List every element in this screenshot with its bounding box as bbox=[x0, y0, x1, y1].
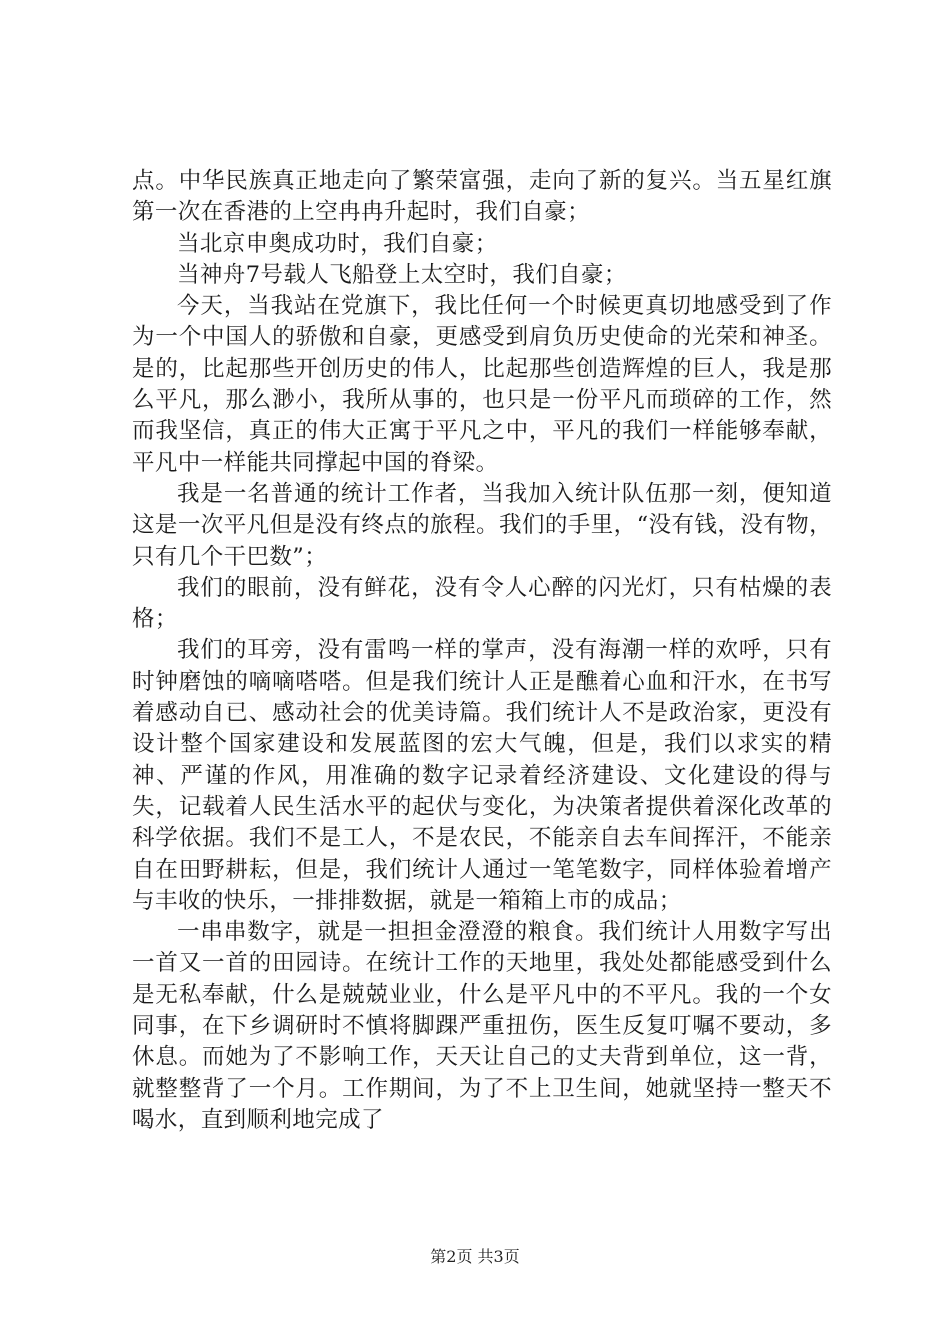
paragraph-6: 我们的眼前，没有鲜花，没有令人心醉的闪光灯，只有枯燥的表格； bbox=[132, 574, 832, 633]
paragraph-3: 当神舟7号载人飞船登上太空时，我们自豪； bbox=[177, 261, 627, 288]
paragraph-1: 点。中华民族真正地走向了繁荣富强，走向了新的复兴。当五星红旗第一次在香港的上空冉冉升起时，我们自豪； bbox=[132, 168, 832, 226]
document-page bbox=[132, 166, 832, 1136]
paragraph-4: 今天，当我站在党旗下，我比任何一个时候更真切地感受到了作为一个中国人的骄傲和自豪，更感受到肩负历史使命的光荣和神圣。是的，比起那些开创历史的伟人，比起那些创造辉煌的巨人，我是那么平凡，那么渺小，我所从事的，也只是一份平凡而琐碎的工作，然而我坚信，真正的伟大正寓于平凡之中，平凡的我们一样能够奉献，平凡中一样能共同撑起中国的脊梁。 bbox=[132, 293, 832, 476]
paragraph-7: 我们的耳旁，没有雷鸣一样的掌声，没有海潮一样的欢呼，只有时钟磨蚀的嘀嘀嗒嗒。但是我们统计人正是醮着心血和汗水，在书写着感动自已、感动社会的优美诗篇。我们统计人不是政治家，更没有设计整个国家建设和发展蓝图的宏大气魄，但是，我们以求实的精神、严谨的作风，用准确的数字记录着经济建设、文化建设的得与失，记载着人民生活水平的起伏与变化，为决策者提供着深化改革的科学依据。我们不是工人，不是农民，不能亲自去车间挥汗，不能亲自在田野耕耘，但是，我们统计人通过一笔笔数字，同样体验着增产与丰收的快乐，一排排数据，就是一箱箱上市的成品； bbox=[132, 637, 832, 914]
paragraph-5: 我是一名普通的统计工作者，当我加入统计队伍那一刻，便知道这是一次平凡但是没有终点的旅程。我们的手里，“没有钱，没有物，只有几个干巴数”； bbox=[132, 480, 832, 570]
paragraph-2: 当北京申奥成功时，我们自豪； bbox=[177, 230, 498, 257]
page-footer: 第2页 共3页 bbox=[430, 1247, 520, 1266]
paragraph-8: 一串串数字，就是一担担金澄澄的粮食。我们统计人用数字写出一首又一首的田园诗。在统计工作的天地里，我处处都能感受到什么是无私奉献，什么是兢兢业业，什么是平凡中的不平凡。我的一个女同事，在下乡调研时不慎将脚踝严重扭伤，医生反复叮嘱不要动，多休息。而她为了不影响工作，天天让自己的丈夫背到单位，这一背，就整整背了一个月。工作期间，为了不上卫生间，她就坚持一整天不喝水，直到顺利地完成了 bbox=[132, 919, 832, 1133]
